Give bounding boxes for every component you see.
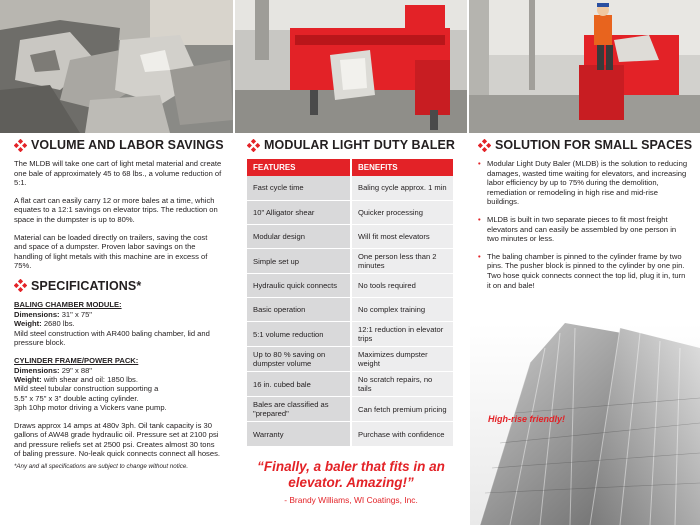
benefits-column-header: BENEFITS [351, 159, 453, 176]
baler-heading-text: MODULAR LIGHT DUTY BALER [264, 138, 456, 152]
highrise-building-image [470, 323, 700, 525]
baler-heading [247, 138, 455, 152]
benefit-cell: Purchase with confidence [351, 422, 453, 446]
table-row [247, 176, 453, 200]
power-paragraph: Draws approx 14 amps at 480v 3ph. Oil tank capacity is 30 gallons of AW48 grade hydraulic oil. Pressure set at 2100 psi and pressure reliefs set at 2500 psi. Creates almost 30 tons of baling pressure. No-leak quick connects connect all hoses. [14, 420, 220, 459]
feature-cell: Modular design [247, 224, 351, 248]
solution-bullet-3: • The baling chamber is pinned to the cylinder frame by two pins. The pusher block is pinned to the cylinder by one pin. Two hose quick connects connect the top lid, plug it in, turn it on and bale! [478, 252, 688, 290]
features-table-body [247, 176, 453, 446]
benefit-cell: Baling cycle approx. 1 min [351, 176, 453, 200]
photo-worker-baler [469, 0, 700, 133]
table-row [247, 347, 453, 372]
photo-baler-machine [235, 0, 467, 133]
volume-and-specs-column [14, 138, 222, 471]
benefit-cell: Can fetch premium pricing [351, 397, 453, 422]
solution-heading [478, 138, 693, 152]
cylinder-weight: Weight: with shear and oil: 1850 lbs. [14, 374, 138, 384]
feature-cell: Hydraulic quick connects [247, 274, 351, 298]
solution-heading-text: SOLUTION FOR SMALL SPACES [495, 138, 693, 152]
features-benefits-table [247, 159, 453, 447]
highrise-caption: High-rise friendly! [488, 414, 566, 424]
feature-cell: Basic operation [247, 298, 351, 322]
feature-cell: Simple set up [247, 249, 351, 274]
feature-cell: 10" Alligator shear [247, 200, 351, 224]
feature-cell: 5:1 volume reduction [247, 322, 351, 347]
baling-chamber-spec [14, 300, 222, 348]
diamond-logo-icon [14, 139, 27, 152]
baling-chamber-title: BALING CHAMBER MODULE: [14, 299, 122, 309]
feature-cell: 16 in. cubed bale [247, 372, 351, 397]
table-row [247, 397, 453, 422]
volume-paragraph-3: Material can be loaded directly on trailers, saving the cost and space of a dumpster. Proven labor savings on the handling of light metals with this machine are in excess of 75%. [14, 232, 208, 271]
benefit-cell: One person less than 2 minutes [351, 249, 453, 274]
specs-heading-text: SPECIFICATIONS* [31, 278, 142, 293]
table-row [247, 422, 453, 446]
table-row [247, 249, 453, 274]
specs-footnote: *Any and all specifications are subject to change without notice. [14, 462, 189, 470]
baling-weight: Weight: 2680 lbs. [14, 319, 75, 329]
solution-bullet-1: • Modular Light Duty Baler (MLDB) is the solution to reducing damages, wasted time waiting for elevators, and increasing labor efficiency by up to 75% during the demolition, remediation or remodeling in high rise and mid-rise buildings. [478, 159, 688, 207]
table-row [247, 372, 453, 397]
table-row [247, 200, 453, 224]
solution-column [478, 138, 693, 298]
testimonial-attribution: - Brandy Williams, WI Coatings, Inc. [284, 494, 418, 505]
cylinder-dimensions: Dimensions: 29" x 88" [14, 365, 93, 375]
benefit-cell: Will fit most elevators [351, 224, 453, 248]
benefit-cell: No tools required [351, 274, 453, 298]
table-row [247, 224, 453, 248]
table-row [247, 298, 453, 322]
diamond-logo-icon [247, 139, 260, 152]
cylinder-frame-title: CYLINDER FRAME/POWER PACK: [14, 355, 139, 365]
photo-metal-bales [0, 0, 233, 133]
feature-cell: Warranty [247, 422, 351, 446]
baling-description: Mild steel construction with AR400 baling chamber, lid and pressure block. [14, 328, 210, 348]
benefit-cell: 12:1 reduction in elevator trips [351, 322, 453, 347]
features-column-header: FEATURES [247, 159, 351, 176]
benefit-cell: Maximizes dumpster weight [351, 347, 453, 372]
cylinder-description-3: 3ph 10hp motor driving a Vickers vane pump. [14, 403, 167, 413]
table-row [247, 322, 453, 347]
diamond-logo-icon [478, 139, 491, 152]
specs-heading [14, 279, 222, 293]
table-row [247, 274, 453, 298]
cylinder-description-1: Mild steel tubular construction supporting a [14, 384, 159, 394]
cylinder-frame-spec [14, 356, 222, 413]
cylinder-description-2: 5.5" x 75" x 3" double acting cylinder. [14, 393, 139, 403]
benefit-cell: Quicker processing [351, 200, 453, 224]
solution-bullet-list [478, 159, 688, 290]
testimonial-quote: “Finally, a baler that fits in an elevator. Amazing!” [257, 458, 445, 490]
benefit-cell: No complex training [351, 298, 453, 322]
solution-bullet-2: • MLDB is built in two separate pieces to fit most freight elevators and can easily be assembled by one person in two minutes or less. [478, 215, 688, 244]
volume-paragraph-2: A flat cart can easily carry 12 or more bales at a time, which equates to a 12:1 savings on elevator trips. The reduction on space in the dumpster is up to 80%. [14, 195, 218, 224]
baler-features-column [247, 138, 455, 505]
volume-paragraph-1: The MLDB will take one cart of light metal material and create one bale of approximately 45 to 68 lbs., a volume reduction of 5:1. [14, 159, 222, 188]
volume-heading-text: VOLUME AND LABOR SAVINGS [31, 138, 224, 152]
feature-cell: Up to 80 % saving on dumpster volume [247, 347, 351, 372]
volume-heading [14, 138, 222, 152]
feature-cell: Fast cycle time [247, 176, 351, 200]
diamond-logo-icon [14, 279, 27, 292]
baling-dimensions: Dimensions: 31" x 75" [14, 309, 93, 319]
benefit-cell: No scratch repairs, no tails [351, 372, 453, 397]
feature-cell: Bales are classified as "prepared" [247, 397, 351, 422]
